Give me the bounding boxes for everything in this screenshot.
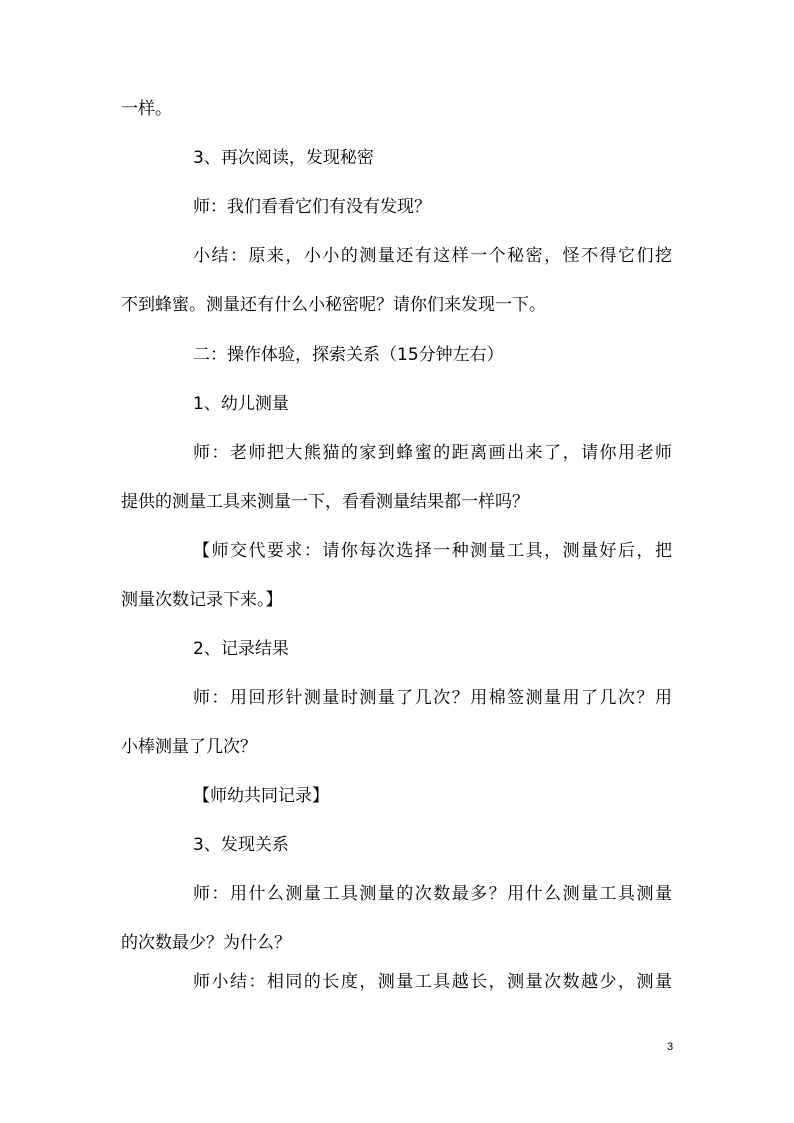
text-line-content: 小棒测量了几次？: [121, 737, 257, 757]
text-line-content: 2、记录结果: [193, 639, 289, 659]
text-line: [0, 438, 794, 468]
text-line-content: 师：我们看看它们有没有发现？: [193, 197, 431, 217]
text-line: [0, 928, 794, 958]
text-line-content: 小结：原来，小小的测量还有这样一个秘密，怪不得它们挖: [193, 246, 672, 266]
text-line-content: 1、幼儿测量: [193, 394, 289, 414]
text-line-content: 提供的测量工具来测量一下，看看测量结果都一样吗？: [121, 492, 529, 512]
text-line: [0, 536, 794, 566]
section-heading: [0, 340, 794, 370]
text-line-content: 师：用回形针测量时测量了几次？用棉签测量用了几次？用: [193, 688, 672, 708]
page-number: 3: [667, 1041, 674, 1053]
text-line: [0, 879, 794, 909]
text-line: [0, 732, 794, 762]
section-heading: [0, 634, 794, 664]
text-line-content: 不到蜂蜜。测量还有什么小秘密呢？请你们来发现一下。: [121, 295, 546, 315]
text-line: [0, 241, 794, 271]
text-line-content: 3、发现关系: [193, 835, 289, 855]
text-line-content: 的次数最少？为什么？: [121, 933, 291, 953]
text-line-content: 3、再次阅读，发现秘密: [193, 148, 374, 168]
text-line-content: 一样。: [121, 99, 172, 119]
text-line: [0, 192, 794, 222]
text-line: [0, 683, 794, 713]
text-line: [0, 290, 794, 320]
text-line: [0, 967, 794, 997]
text-line-content: 师：用什么测量工具测量的次数最多？用什么测量工具测量: [193, 884, 672, 904]
section-heading: [0, 830, 794, 860]
text-line-content: 师：老师把大熊猫的家到蜂蜜的距离画出来了，请你用老师: [193, 443, 672, 463]
section-heading: [0, 143, 794, 173]
text-line: [0, 781, 794, 811]
section-heading: [0, 389, 794, 419]
text-line-content: 【师幼共同记录】: [193, 786, 329, 806]
text-line: [0, 94, 794, 124]
text-line-content: 测量次数记录下来。】: [121, 590, 283, 610]
text-line-content: 【师交代要求：请你每次选择一种测量工具，测量好后，把: [193, 541, 672, 561]
text-line-content: 二：操作体验，探索关系（15分钟左右）: [193, 345, 504, 365]
text-line: [0, 585, 794, 615]
text-line-content: 师小结：相同的长度，测量工具越长，测量次数越少，测量: [193, 972, 672, 992]
text-line: [0, 487, 794, 517]
